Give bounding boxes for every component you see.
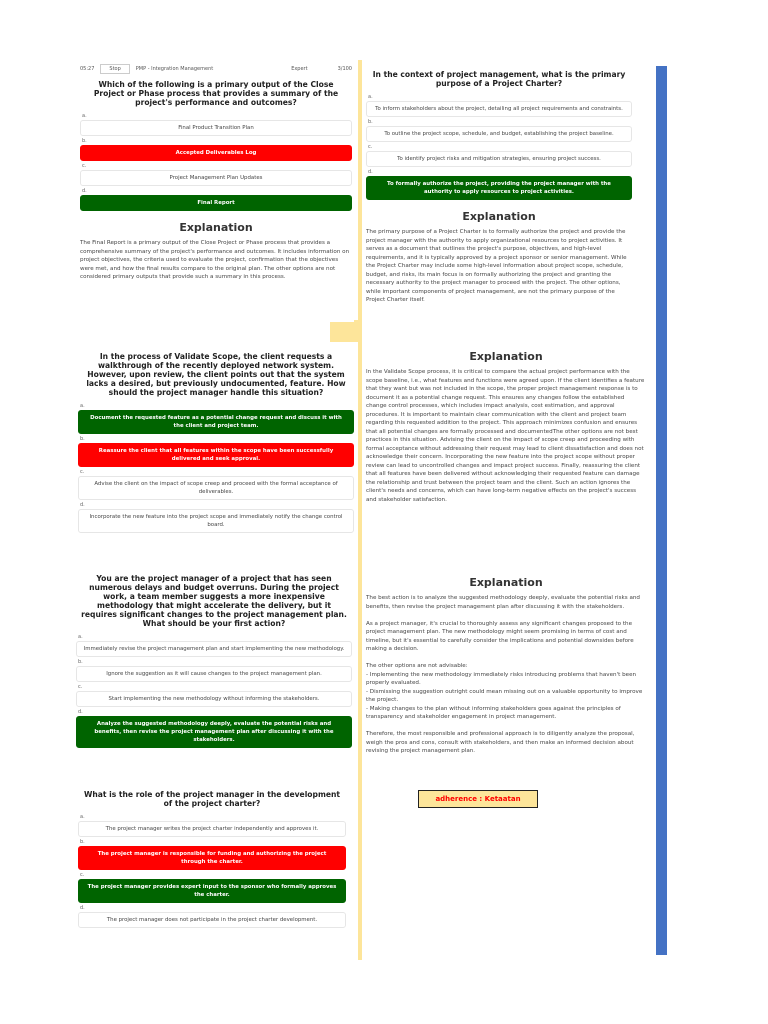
answer-option[interactable]: Incorporate the new feature into the project scope and immediately notify the change control board. (78, 509, 354, 533)
option-letter: a. (80, 403, 85, 409)
option-letter: c. (82, 163, 87, 169)
explanation-heading: Explanation (179, 221, 253, 234)
answer-option[interactable]: Immediately revise the project management plan and start implementing the new methodology. (76, 641, 352, 657)
option-letter: b. (368, 119, 373, 125)
answer-option[interactable]: The project manager writes the project charter independently and approves it. (78, 821, 346, 837)
option-letter: c. (80, 872, 85, 878)
option-letter: d. (368, 169, 373, 175)
question-text: What is the role of the project manager in the development of the project charter? (83, 790, 341, 808)
question-text: Which of the following is a primary output of the Close Project or Phase process that provides a summary of the project's performance and outcomes? (93, 80, 339, 107)
explanation-card-4 (366, 566, 646, 756)
question-card-3 (78, 352, 354, 552)
timer: 05:27 (80, 66, 95, 72)
option-letter: c. (80, 469, 85, 475)
separator-block (330, 320, 362, 342)
option-letter: c. (78, 684, 83, 690)
option-letter: a. (368, 94, 373, 100)
side-bar (656, 66, 667, 955)
stop-button[interactable]: Stop (100, 64, 129, 74)
answer-option[interactable]: To formally authorize the project, providing the project manager with the authority to apply resources to project activities. (366, 176, 632, 200)
option-letter: b. (80, 436, 85, 442)
option-letter: d. (80, 502, 85, 508)
option-letter: a. (82, 113, 87, 119)
separator-strip (358, 60, 362, 960)
explanation-text: The primary purpose of a Project Charter is to formally authorize the project and provide the project manager with the authority to apply organizational resources to project activities. It serves as a document that outlines the project's purpose, objectives, and high-level requirements, and it is typically approved by a project sponsor or senior management. While the Project Charter may include some high-level information about project scope, schedule, budget, and risks, its main focus is on formally authorizing the project and granting the necessary authority to the project manager to proceed with the project. The other options, while important components of project management, are not the primary purpose of the Project Charter itself. (366, 229, 627, 303)
answer-option[interactable]: To identify project risks and mitigation strategies, ensuring project success. (366, 151, 632, 167)
answer-option[interactable]: The project manager does not participate in the project charter development. (78, 912, 346, 928)
option-letter: d. (78, 709, 83, 715)
question-card-4 (76, 574, 352, 759)
answer-option[interactable]: Final Product Transition Plan (80, 120, 352, 136)
explanation-heading: Explanation (462, 210, 536, 223)
question-text: In the process of Validate Scope, the client requests a walkthrough of the recently deployed network system. However, upon review, the client points out that the system lacks a desired, but previously undocumented, feature. How should the project manager handle this situation? (86, 352, 346, 397)
explanation-text: The Final Report is a primary output of the Close Project or Phase process that provides a comprehensive summary of the project's performance and outcomes. It includes information on project objectives, the criteria used to evaluate the project, confirmation that the objectives were met, and how the final results compare to the original plan. The other options are not considered primary outputs that provide such a summary in this process. (80, 240, 350, 280)
answer-option[interactable]: Start implementing the new methodology without informing the stakeholders. (76, 691, 352, 707)
option-letter: a. (80, 814, 85, 820)
explanation-text: The best action is to analyze the suggested methodology deeply, evaluate the potential risks and benefits, then revise the project management plan after discussing it with the stakeholders. As a project manager, it's crucial to thoroughly assess any significant changes proposed to the project management plan. The new methodology might seem promising in terms of cost and timeline, but it's essential to carefully consider the implications and potential downsides before making a decision. The other options are not advisable: - Implementing the new methodology immediately risks introducing problems that haven't been properly evaluated. - Dismissing the suggestion outright could mean missing out on a valuable opportunity to improve the project. - Making changes to the plan without informing stakeholders goes against the principles of transparency and stakeholder engagement in project management. Therefore, the most responsible and professional approach is to diligently analyze the proposal, weigh the pros and cons, consult with stakeholders, and then make an informed decision about revising the project management plan. (366, 595, 643, 754)
quiz-topbar (80, 64, 352, 74)
answer-option[interactable]: Accepted Deliverables Log (80, 145, 352, 161)
option-letter: d. (82, 188, 87, 194)
option-letter: b. (80, 839, 85, 845)
question-counter: 3/100 (337, 66, 352, 72)
option-letter: b. (78, 659, 83, 665)
vocabulary-note: adherence : Ketaatan (418, 790, 538, 808)
answer-option[interactable]: To outline the project scope, schedule, and budget, establishing the project baseline. (366, 126, 632, 142)
answer-option[interactable]: Project Management Plan Updates (80, 170, 352, 186)
question-text: You are the project manager of a project that has seen numerous delays and budget overruns. During the project work, a team member suggests a more inexpensive methodology that might accelerate the delivery, but it requires significant changes to the project management plan. What should be your first action? (81, 574, 347, 628)
explanation-heading: Explanation (469, 350, 543, 363)
answer-option[interactable]: Reassure the client that all features within the scope have been successfully delivered and seek approval. (78, 443, 354, 467)
answer-option[interactable]: To inform stakeholders about the project, detailing all project requirements and constraints. (366, 101, 632, 117)
option-letter: b. (82, 138, 87, 144)
export-button[interactable]: Expert (291, 66, 308, 72)
question-card-2 (366, 70, 632, 330)
answer-option[interactable]: The project manager provides expert input to the sponsor who formally approves the charter. (78, 879, 346, 903)
option-letter: c. (368, 144, 373, 150)
answer-option[interactable]: Final Report (80, 195, 352, 211)
quiz-title: PMP - Integration Management (135, 66, 214, 72)
question-text: In the context of project management, what is the primary purpose of a Project Charter? (372, 70, 626, 88)
explanation-card-3 (366, 340, 646, 555)
answer-option[interactable]: Ignore the suggestion as it will cause changes to the project management plan. (76, 666, 352, 682)
question-card-1 (78, 64, 354, 322)
question-card-5 (78, 790, 346, 950)
answer-option[interactable]: Analyze the suggested methodology deeply, evaluate the potential risks and benefits, then revise the project management plan after discussing it with the stakeholders. (76, 716, 352, 748)
option-letter: d. (80, 905, 85, 911)
explanation-text: In the Validate Scope process, it is critical to compare the actual project performance with the scope baseline, i.e., what features and functions were agreed upon. If the client identifies a feature that they want but was not included in the scope, the proper project management response is to document it as a potential change request. This ensures any changes follow the established change control processes, which includes impact analysis, cost estimation, and approval procedures. It is important to maintain clear communication with the client and project team regarding this requested addition to the project. This approach minimizes confusion and ensures that all potential changes are formally processed and documentedThe other options are not best practices in this situation. Advising the client on the impact of scope creep and proceeding with formal acceptance without addressing their request may lead to client dissatisfaction and does not acknowledge their concern. Incorporating the new feature into the project scope without proper review can lead to uncontrolled changes and impact project success. Finally, reassuring the client that all features have been delivered without acknowledging their requested feature can damage the relationship and trust between the project team and the client. Such an action ignores the client's needs and concerns, which can have long-term negative effects on the project's success and stakeholder satisfaction. (366, 369, 645, 503)
option-letter: a. (78, 634, 83, 640)
answer-option[interactable]: The project manager is responsible for funding and authorizing the project through the charter. (78, 846, 346, 870)
answer-option[interactable]: Advise the client on the impact of scope creep and proceed with the formal acceptance of deliverables. (78, 476, 354, 500)
answer-option[interactable]: Document the requested feature as a potential change request and discuss it with the client and project team. (78, 410, 354, 434)
explanation-heading: Explanation (469, 576, 543, 589)
